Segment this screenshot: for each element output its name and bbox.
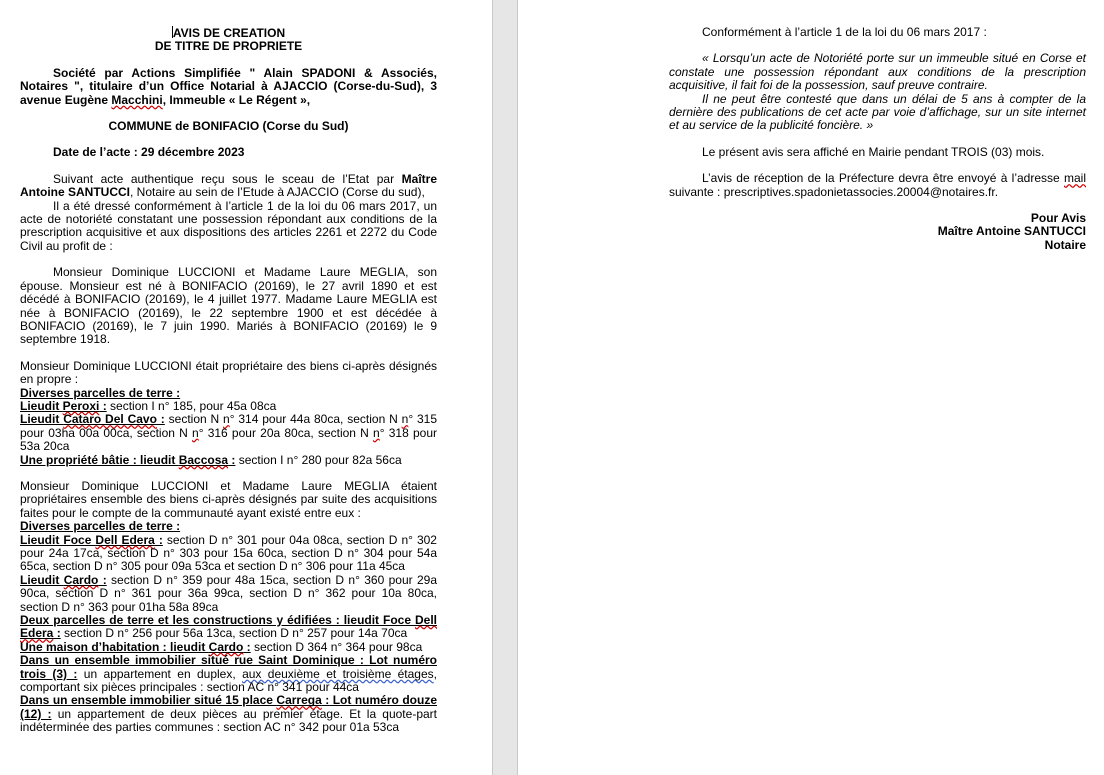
title-text-1: AVIS DE CREATION — [172, 26, 286, 40]
title-line-2: DE TITRE DE PROPRIETE — [154, 39, 303, 54]
signature-title: Notaire — [1044, 237, 1086, 252]
paragraph-email: L’avis de réception de la Préfecture devra être envoyé à l’adresse mail suivante : prescriptives.spadonietassocies.20004@notaires.fr. — [669, 171, 1086, 199]
right-column — [669, 26, 1086, 252]
paragraph-communaute: Monsieur Dominique LUCCIONI et Madame Laure MEGLIA étaient propriétaires ensemble des biens ci-après désignés par suite des acquisitions faites pour le compte de la communauté ayant existé entre eux : — [20, 478, 437, 520]
item-propriete-batie: Une propriété bâtie : lieudit Baccosa : section I n° 280 pour 82a 56ca — [20, 452, 402, 467]
item-maison: Une maison d’habitation : lieudit Cardo : section D 364 n° 364 pour 98ca — [20, 639, 423, 654]
heading-parcelles-2: Diverses parcelles de terre : — [20, 519, 181, 534]
item-peroxi: Lieudit Peroxi : section I n° 185, pour 45a 08ca — [20, 398, 277, 413]
paragraph-en-propre: Monsieur Dominique LUCCIONI était propriétaire des biens ci-après désignés en propre : — [20, 358, 437, 387]
item-deux-parcelles: Deux parcelles de terre et les constructions y édifiées : lieudit Foce Dell Edera : section D n° 256 pour 56a 13ca, section D n° 257 pour 14a 70ca — [20, 613, 437, 641]
item-ensemble-saint-dominique: Dans un ensemble immobilier situé rue Saint Dominique : Lot numéro trois (3) : un appartement en duplex, aux deuxième et troisième étages, comportant six pièces principales : section AC n° 341 pour 44ca — [20, 653, 438, 695]
item-ensemble-carrega: Dans un ensemble immobilier situé 15 place Carrega : Lot numéro douze (12) : un appartement de deux pièces au premier étage. Et la quote-part indéterminée des parties communes : section AC n° 342 pour 01a 53ca — [20, 693, 437, 735]
item-cardo: Lieudit Cardo : section D n° 359 pour 48a 15ca, section D n° 360 pour 29a 90ca, section D n° 361 pour 36a 99ca, section D n° 362 pour 10a 80ca, section D n° 363 pour 01ha 58a 89ca — [20, 572, 437, 614]
document-page-left — [0, 0, 492, 775]
signature-pour-avis: Pour Avis — [1030, 211, 1086, 226]
quote-paragraph-1: « Lorsqu’un acte de Notoriété porte sur un immeuble situé en Corse et constate une possession répondant aux conditions de la prescription acquisitive, il fait foi de la possession, sauf preuve contraire. — [669, 51, 1086, 93]
left-column — [20, 26, 437, 735]
heading-parcelles: Diverses parcelles de terre : — [20, 385, 181, 400]
item-foce-dell-edera: Lieudit Foce Dell Edera : section D n° 301 pour 04a 08ca, section D n° 302 pour 24a 17ca, section D n° 303 pour 15a 60ca, section D n° 304 pour 54a 65ca, section D n° 305 pour 09a 53ca et section D n° 306 pour 11a 45ca — [20, 532, 437, 574]
societe-paragraph: Société par Actions Simplifiée " Alain SPADONI & Associés, Notaires ", titulaire d’un Office Notarial à AJACCIO (Corse-du-Sud), 3 avenue Eugène Macchini, Immeuble « Le Régent », — [20, 65, 437, 107]
quote-paragraph-2: Il ne peut être contesté que dans un délai de 5 ans à compter de la dernière des publications de cet acte par voie d’affichage, sur un site internet et au service de la publicité foncière. » — [669, 91, 1086, 133]
paragraph-proprietaires: Monsieur Dominique LUCCIONI et Madame Laure MEGLIA, son épouse. Monsieur est né à BONIFACIO (20169), le 27 avril 1890 et est décédé à BONIFACIO (20169), le 4 juillet 1977. Madame Laure MEGLIA est née à BONIFACIO (20169), le 22 septembre 1900 et est décédée à BONIFACIO (20169), le 7 juin 1990. Mariés à BONIFACIO (20169) le 9 septembre 1918. — [20, 265, 437, 347]
paragraph-acte: Suivant acte authentique reçu sous le sceau de l’Etat par Maître Antoine SANTUCCI, Notaire au sein de l’Etude à AJACCIO (Corse du sud), — [20, 171, 437, 200]
paragraph-notoriete: Il a été dressé conformément à l’article 1 de la loi du 06 mars 2017, un acte de notoriété constatant une possession répondant aux conditions de la prescription acquisitive et aux dispositions des articles 2261 et 2272 du Code Civil au profit de : — [20, 198, 437, 253]
paragraph-conformement: Conformément à l’article 1 de la loi du 06 mars 2017 : — [702, 25, 987, 39]
document-page-right — [518, 0, 1104, 775]
item-cataro: Lieudit Cataro Del Cavo : section N n° 314 pour 44a 80ca, section N n° 315 pour 03ha 00a 00ca, section N n° 316 pour 20a 80ca, section N n° 318 pour 53a 20ca — [20, 412, 437, 454]
date-line: Date de l’acte : 29 décembre 2023 — [53, 145, 245, 160]
signature-name: Maître Antoine SANTUCCI — [937, 224, 1086, 239]
title-line-1 — [20, 26, 437, 40]
paragraph-affichage: Le présent avis sera affiché en Mairie pendant TROIS (03) mois. — [702, 144, 1045, 159]
commune-line: COMMUNE de BONIFACIO (Corse du Sud) — [108, 119, 349, 134]
page-gutter — [492, 0, 518, 775]
